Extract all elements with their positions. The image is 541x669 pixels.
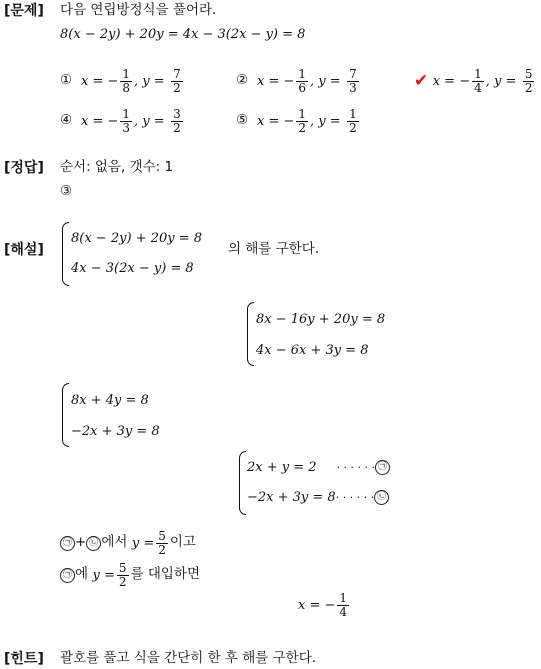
system3-eq1: 8x + 4y = 8 [71,393,149,408]
system4-eq1-row [247,460,390,475]
system4-brace [239,451,246,515]
final-x: x = − [298,597,336,613]
problem-equation: 8(x − 2y) + 20y = 4x − 3(2x − y) = 8 [60,27,306,42]
choice-1-y: , y = [134,73,165,89]
circle-a-label-3: ㉠ [60,568,75,583]
circle-a-label-2: ㉠ [60,536,75,551]
choice-2-y: , y = [310,73,341,89]
step1-end: 이고 [169,534,196,551]
choice-1-mark: ① [60,72,73,89]
choice-1[interactable] [60,68,185,94]
choice-5-mark: ⑤ [236,112,249,129]
choice-2[interactable] [236,68,361,94]
step2-into: 에 [75,566,89,583]
choice-2-x: x = − [257,73,295,89]
problem-label: [문제] [4,3,44,19]
hint-label: [힌트] [4,651,44,667]
choice-4-x-num: 1 [122,107,131,121]
system4-eq2: −2x + 3y = 8 [247,490,336,505]
step1-y: y = [131,535,155,551]
choice-3-y: , y = [485,73,517,89]
dots-1: · · · · · · [336,461,376,474]
choice-4-y-num: 3 [173,107,181,121]
choice-5-x-num: 1 [298,107,307,121]
final-den: 4 [339,604,348,619]
step2-den: 2 [118,574,127,589]
system1-eq2: 4x − 3(2x − y) = 8 [71,261,194,276]
step2-num: 5 [118,561,127,575]
choice-4-x: x = − [81,113,119,129]
step1-from: 에서 [101,534,128,551]
solution-step1 [60,530,196,556]
system1-eq1: 8(x − 2y) + 20y = 8 [71,231,202,246]
circle-a-label-1: ㉠ [375,460,390,475]
step1-num: 5 [158,529,166,543]
problem-prompt: 다음 연립방정식을 풀어라. [60,2,217,18]
choice-3-y-num: 5 [524,67,533,81]
system4-eq2-row [247,490,389,505]
choice-3-x-num: 1 [474,67,482,81]
system1-note: 의 해를 구한다. [228,241,320,257]
choice-2-y-den: 3 [349,80,357,95]
choice-1-y-den: 2 [173,80,181,95]
choice-4[interactable] [60,108,185,134]
choice-5-x: x = − [257,113,295,129]
choice-5-y: , y = [310,113,341,129]
choice-3-x: x = − [432,73,471,89]
correct-check-icon: ✔ [414,70,429,91]
hint-text: 괄호를 풀고 식을 간단히 한 후 해를 구한다. [60,650,317,666]
system2-brace [247,302,254,366]
choice-5-y-den: 2 [349,120,357,135]
choice-2-y-num: 7 [349,67,357,81]
system2-eq2: 4x − 6x + 3y = 8 [256,343,369,358]
choice-5-y-num: 1 [349,107,357,121]
answer-order-count: 순서: 없음, 갯수: 1 [60,159,174,175]
system4-eq1: 2x + y = 2 [247,460,317,475]
choice-4-y: , y = [134,113,165,129]
choice-5[interactable] [236,108,361,134]
system2-eq1: 8x − 16y + 20y = 8 [256,312,386,327]
choice-2-x-num: 1 [298,67,307,81]
answer-label: [정답] [4,160,44,176]
choice-3-x-den: 4 [474,80,482,95]
step1-den: 2 [158,542,166,557]
step1-plus: + [75,534,87,551]
choice-5-x-den: 2 [298,120,307,135]
choice-4-x-den: 3 [122,120,131,135]
system3-brace [62,383,69,447]
choice-4-mark: ④ [60,112,73,129]
solution-step2 [60,562,200,588]
final-num: 1 [339,591,348,605]
system1-brace [62,222,69,286]
system3-eq2: −2x + 3y = 8 [71,424,160,439]
circle-b-label-2: ㉡ [86,536,101,551]
choice-1-y-num: 7 [173,67,181,81]
solution-label: [해설] [4,242,44,258]
choice-4-y-den: 2 [173,120,181,135]
choice-1-x: x = − [81,73,119,89]
choice-2-x-den: 6 [298,80,307,95]
choice-1-x-den: 8 [122,80,131,95]
dots-2: · · · · · · [335,491,375,504]
circle-b-label-1: ㉡ [374,490,389,505]
choice-1-x-num: 1 [122,67,131,81]
choice-3-y-den: 2 [524,80,533,95]
solution-final [298,592,351,618]
step2-end: 를 대입하면 [130,566,201,583]
step2-y: y = [92,567,115,583]
choice-3[interactable] [414,68,536,94]
answer-value: ③ [60,183,73,199]
choice-2-mark: ② [236,72,249,89]
